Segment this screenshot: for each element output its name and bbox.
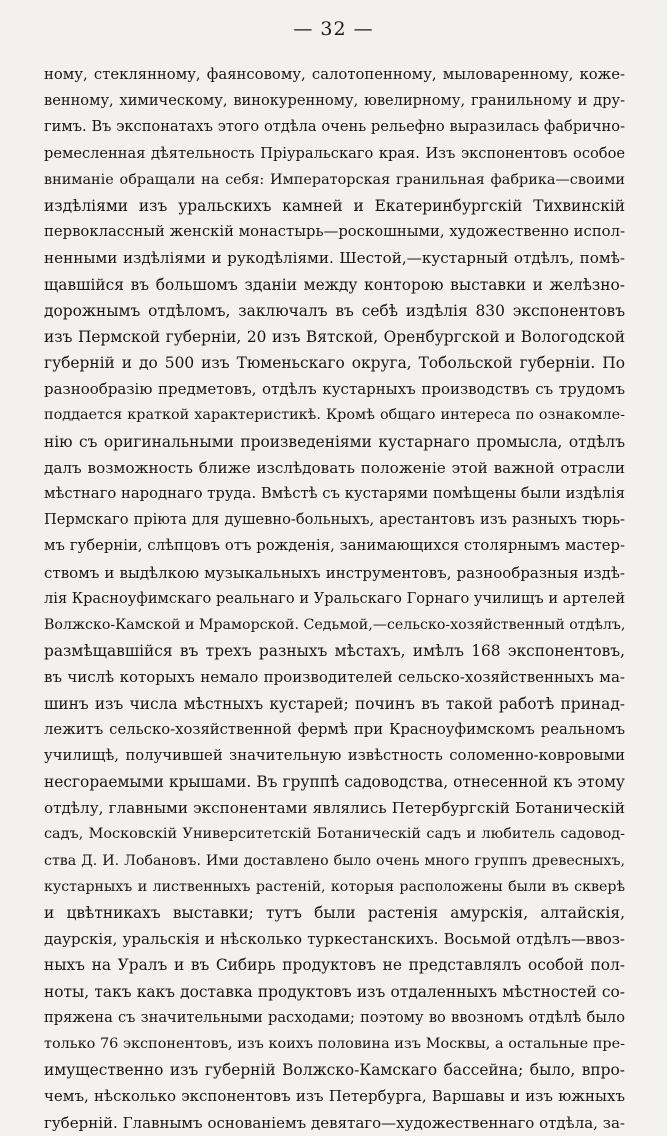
text-line: ныхъ на Уралъ и въ Сибирь продуктовъ не представлялъ особой пол- [44, 956, 625, 975]
text-line: чемъ, нѣсколько экспонентовъ изъ Петербурга, Варшавы и изъ южныхъ [44, 1087, 625, 1106]
text-line: пряжена съ значительными расходами; поэтому во ввозномъ отдѣлѣ было [44, 1008, 625, 1026]
text-line: мѣстнаго народнаго труда. Вмѣстѣ съ кустарями помѣщены были издѣлія [44, 485, 625, 502]
text-line: ноты, такъ какъ доставка продуктовъ изъ отдаленныхъ мѣстностей со- [44, 982, 625, 1001]
text-line: ремесленная дѣятельность Пріуральскаго края. Изъ экспонентовъ особое [44, 144, 625, 162]
text-line: ства Д. И. Лобановъ. Ими доставлено было очень много группъ древесныхъ, [44, 852, 625, 869]
text-line: только 76 экспонентовъ, изъ коихъ половина изъ Москвы, а остальные пре- [44, 1035, 625, 1052]
text-line: Волжско-Камской и Мраморской. Седьмой,—сельско-хозяйственный отдѣлъ, [44, 616, 625, 633]
text-line: ненными издѣліями и рукодѣліями. Шестой,—кустарный отдѣлъ, помѣ- [44, 249, 625, 268]
text-line: щавшійся въ большомъ зданіи между конторою выставки и желѣзно- [44, 275, 625, 294]
text-line: шинъ изъ числа мѣстныхъ кустарей; починъ въ такой работѣ принад- [44, 694, 625, 713]
text-line: разнообразію предметовъ, отдѣлъ кустарныхъ производствъ съ трудомъ [44, 380, 625, 399]
body-text [44, 62, 625, 1136]
text-line: лежитъ сельско-хозяйственной фермѣ при Красноуфимскомъ реальномъ [44, 720, 625, 738]
text-line: несгораемыми крышами. Въ группѣ садоводства, отнесенной къ этому [44, 773, 625, 792]
text-line: мъ губерніи, слѣпцовъ отъ рожденія, занимающихся столярнымъ мастер- [44, 537, 625, 555]
text-line: ствомъ и выдѣлкою музыкальныхъ инструментовъ, разнообразныя издѣ- [44, 563, 625, 582]
text-line: нію съ оригинальными произведеніями кустарнаго промысла, отдѣлъ [44, 432, 625, 451]
text-line: кустарныхъ и лиственныхъ растеній, которыя расположены были въ скверѣ [44, 878, 625, 895]
text-line: гимъ. Въ экспонатахъ этого отдѣла очень рельефно выразилась фабрично- [44, 118, 625, 136]
text-line: дорожнымъ отдѣломъ, заключалъ въ себѣ издѣлія 830 экспонентовъ [44, 301, 625, 320]
text-line: садъ, Московскій Университетскій Ботаническій садъ и любитель садовод- [44, 826, 625, 843]
text-line: и цвѣтникахъ выставки; тутъ были растенія амурскія, алтайскія, [44, 904, 625, 922]
text-line: въ числѣ которыхъ немало производителей сельско-хозяйственныхъ ма- [44, 668, 625, 687]
text-line: размѣщавшійся въ трехъ разныхъ мѣстахъ, имѣлъ 168 экспонентовъ, [44, 642, 625, 661]
page-number: — 32 — [293, 18, 374, 40]
text-line: ному, стеклянному, фаянсовому, салотопенному, мыловаренному, коже- [44, 66, 625, 83]
text-line: губерній и до 500 изъ Тюменьскаго округа, Тобольской губерніи. По [44, 354, 625, 373]
text-line: училищѣ, получившей значительную извѣстность соломенно-ковровыми [44, 746, 625, 764]
text-line: далъ возможность ближе изслѣдовать положеніе этой важной отрасли [44, 458, 625, 477]
text-line: венному, химическому, винокуренному, ювелирному, гранильному и дру- [44, 92, 625, 110]
text-line: лія Красноуфимскаго реальнаго и Уральскаго Горнаго училищъ и артелей [44, 589, 625, 607]
text-line: даурскія, уральскія и нѣсколько туркестанскихъ. Восьмой отдѣлъ—ввоз- [44, 930, 625, 949]
text-line: вниманіе обращали на себя: Императорская гранильная фабрика—своими [44, 171, 625, 188]
text-line: губерній. Главнымъ основаніемъ девятаго—художественнаго отдѣла, за- [44, 1113, 625, 1132]
text-line: Пермскаго пріюта для душевно-больныхъ, арестантовъ изъ разныхъ тюрь- [44, 511, 625, 529]
text-line: издѣліями изъ уральскихъ камней и Екатеринбургскій Тихвинскій [44, 196, 625, 215]
text-line: первоклассный женскій монастырь—роскошными, художественно испол- [44, 223, 625, 241]
text-line: поддается краткой характеристикѣ. Кромѣ общаго интереса по ознакомле- [44, 407, 625, 424]
text-line: имущественно изъ губерній Волжско-Камскаго бассейна; было, впро- [44, 1061, 625, 1080]
text-line: отдѣлу, главными экспонентами являлись Петербургскій Ботаническій [44, 799, 625, 818]
text-line: изъ Пермской губерніи, 20 изъ Вятской, Оренбургской и Вологодской [44, 327, 625, 346]
